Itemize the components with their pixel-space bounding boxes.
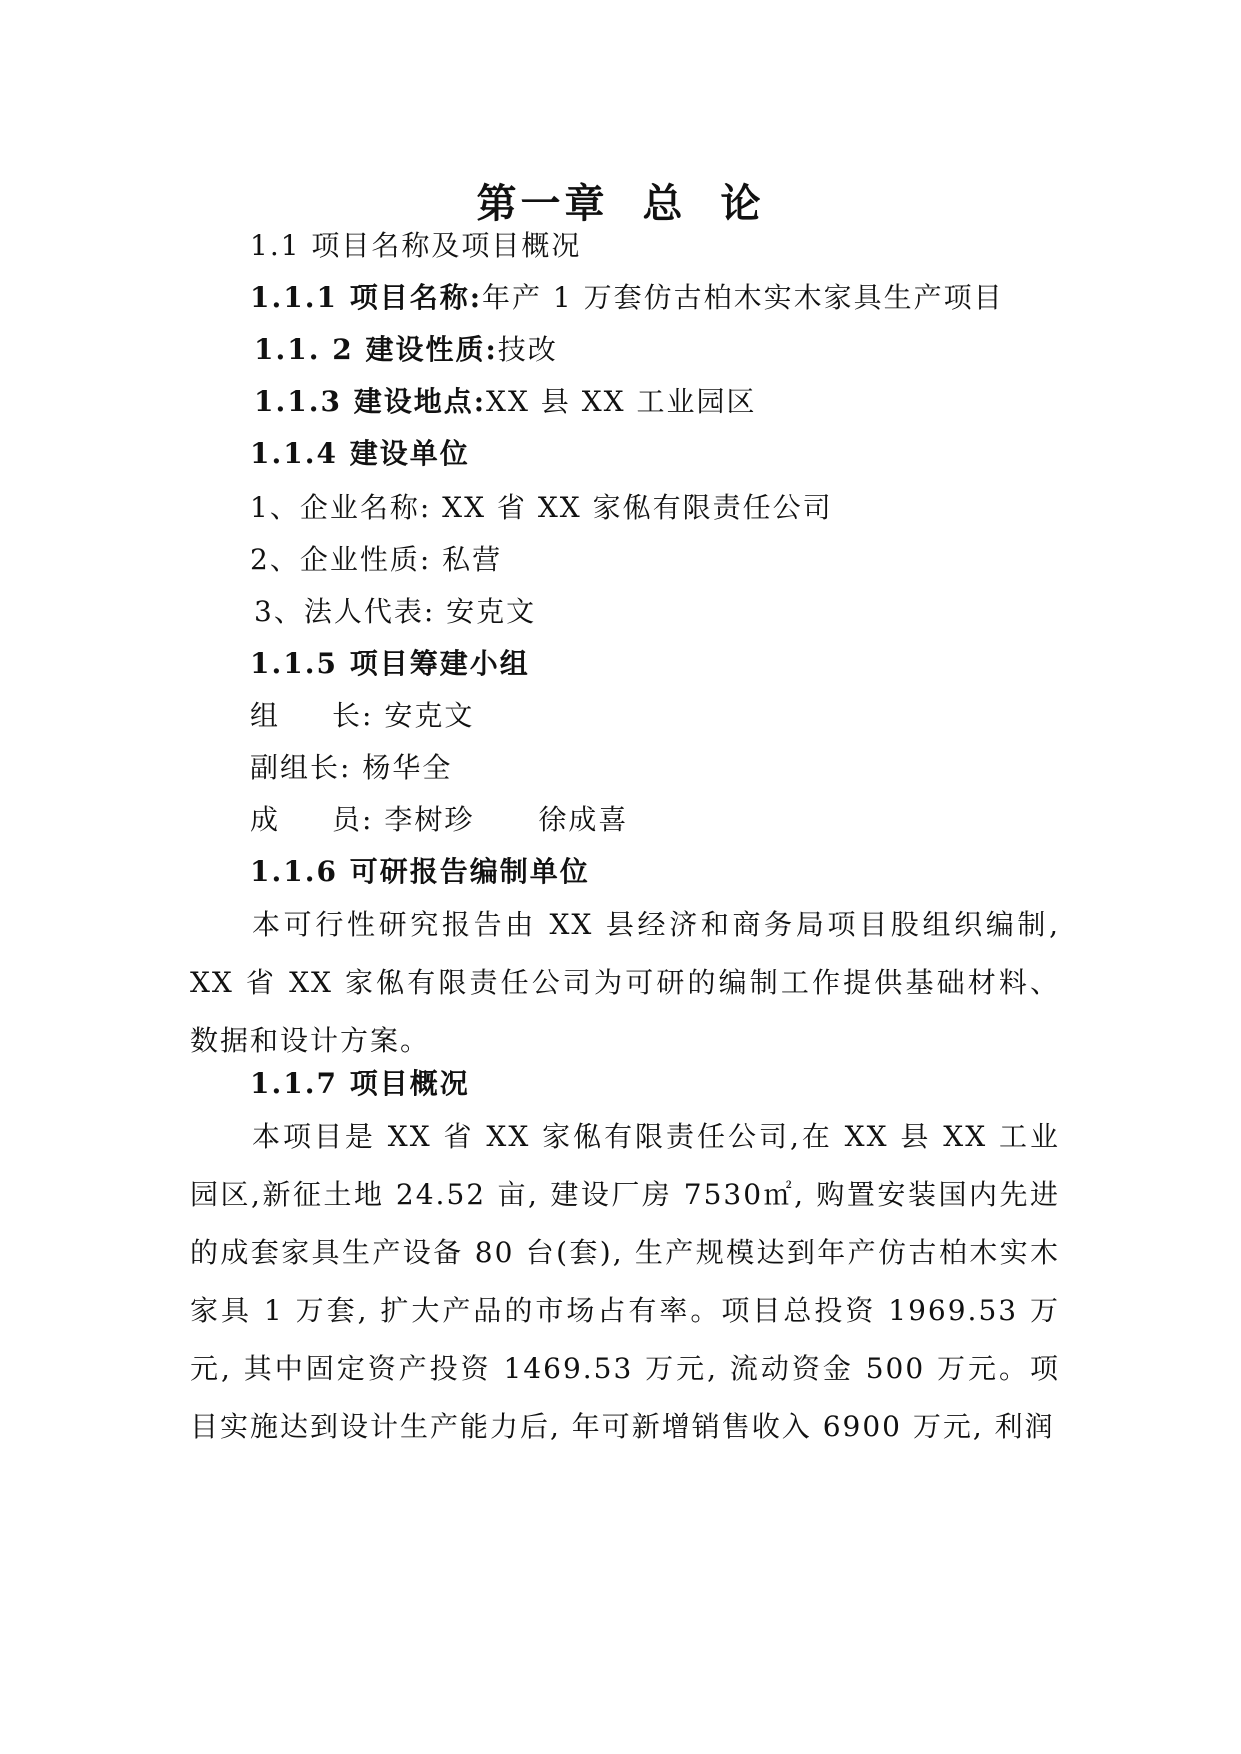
project-overview-paragraph: 本项目是 XX 省 XX 家俬有限责任公司,在 XX 县 XX 工业园区,新征土地 24.52 亩, 建设厂房 7530㎡, 购置安装国内先进的成套家具生产设备 80 台(套), 生产规模达到年产仿古柏木实木家具 1 万套, 扩大产品的市场占有率。项目总投资 1969.53 万元, 其中固定资产投资 1469.53 万元, 流动资金 500 万元。项目实施达到设计生产能力后, 年可新增销售收入 6900 万元, 利润 [190, 1120, 1060, 1443]
chapter-title [0, 172, 1241, 229]
unit-company-name: 1、企业名称: XX 省 XX 家俬有限责任公司 [250, 491, 833, 524]
item-construction-nature-value: 技改 [497, 333, 558, 366]
item-report-compiler-heading: 1.1.6 可研报告编制单位 [250, 855, 590, 888]
group-member-2: 徐成喜 [538, 803, 629, 836]
chapter-title-part3: 论 [720, 180, 765, 227]
chapter-title-part1: 第一章 [476, 180, 609, 227]
group-member-1: 员: 李树珍 [332, 803, 475, 836]
item-preparation-group-heading: 1.1.5 项目筹建小组 [250, 647, 530, 680]
item-project-name-label: 1.1.1 项目名称: [250, 281, 483, 314]
item-construction-site-label: 1.1.3 建设地点: [254, 385, 487, 418]
section-heading-1-1: 1.1 项目名称及项目概况 [250, 229, 582, 262]
group-leader-label: 组 [250, 699, 281, 732]
item-project-name [250, 276, 1004, 316]
item-project-overview-heading: 1.1.7 项目概况 [250, 1067, 470, 1100]
group-members-label: 成 [250, 803, 281, 836]
unit-legal-representative: 3、法人代表: 安克文 [254, 595, 537, 628]
group-leader-value: 长: 安克文 [332, 699, 475, 732]
chapter-title-part2: 总 [642, 180, 687, 227]
report-compiler-paragraph: 本可行性研究报告由 XX 县经济和商务局项目股组织编制, XX 省 XX 家俬有限责任公司为可研的编制工作提供基础材料、数据和设计方案。 [190, 908, 1060, 1057]
item-project-name-value: 年产 1 万套仿古柏木实木家具生产项目 [482, 281, 1004, 314]
group-members [250, 798, 628, 838]
item-construction-nature-label: 1.1. 2 建设性质: [254, 333, 498, 366]
item-construction-site-value: XX 县 XX 工业园区 [486, 385, 757, 418]
item-construction-nature [254, 328, 558, 368]
item-construction-unit-heading: 1.1.4 建设单位 [250, 437, 470, 470]
group-leader [250, 694, 474, 734]
item-construction-site [254, 380, 756, 420]
group-deputy-leader: 副组长: 杨华全 [250, 751, 453, 784]
unit-company-nature: 2、企业性质: 私营 [250, 543, 503, 576]
